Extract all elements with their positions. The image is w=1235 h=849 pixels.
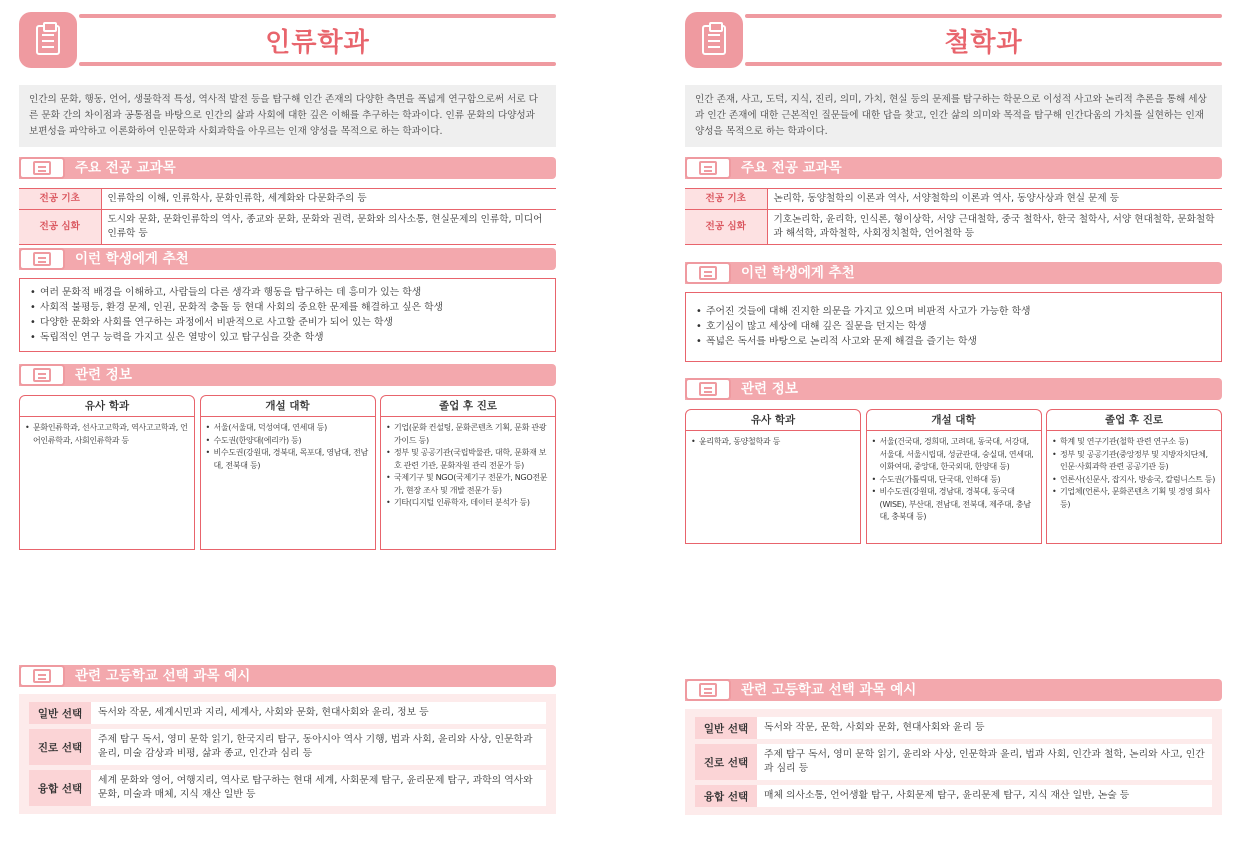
list-item: • 정부 및 공공기관(국립박물관, 대학, 문화재 보호 관련 기관, 문화자원 관리 전문가 등) bbox=[386, 447, 550, 472]
info-careers: 졸업 후 진로 • 학계 및 연구기관(철학 관련 연구소 등) • 정부 및 공공기관(중앙정부 및 지방자치단체, 인문·사회과학 관련 공공기관 등) • 언론사(신문사, 잡지사, 방송국, 칼럼니스트 등) • 기업체(언론사, 문화콘텐츠 기획 및 경영 회사 등) bbox=[1046, 409, 1222, 544]
clipboard-icon bbox=[19, 12, 77, 68]
title-banner bbox=[19, 12, 556, 68]
folder-icon bbox=[685, 262, 731, 284]
chart-icon bbox=[19, 364, 65, 386]
info-universities: 개설 대학 • 서울(서울대, 덕성여대, 연세대 등) • 수도권(한양대(에리카) 등) • 비수도권(강원대, 경북대, 목포대, 영남대, 전남대, 전북대 등) bbox=[200, 395, 376, 550]
section-header-subjects: 주요 전공 교과목 bbox=[19, 157, 556, 179]
table-row: 진로 선택 주제 탐구 독서, 영미 문학 읽기, 한국지리 탐구, 동아시아 역사 기행, 법과 사회, 윤리와 사상, 인문학과 윤리, 미술 감상과 비평, 삶과 종교, 인간과 심리 등 bbox=[29, 729, 546, 765]
intro-text: 인간의 문화, 행동, 언어, 생물학적 특성, 역사적 발전 등을 탐구해 인간 존재의 다양한 측면을 폭넓게 연구함으로써 서로 다른 문화 간의 차이점과 공통점을 바탕으로 인간의 삶과 사회에 대한 깊은 이해를 추구하는 학과이다. 인류 문화의 다양성과 보편성을 파악하고 이론화하여 인문학과 사회과학을 아우르는 인재 양성을 목적으로 하는 학과이다. bbox=[19, 85, 556, 147]
list-item: • 문화인류학과, 선사고고학과, 역사고고학과, 언어인류학과, 사회인류학과 등 bbox=[25, 422, 189, 447]
list-item: • 비수도권(강원대, 경북대, 목포대, 영남대, 전남대, 전북대 등) bbox=[206, 447, 370, 472]
list-item: • 수도권(한양대(에리카) 등) bbox=[206, 435, 370, 448]
highschool-subjects bbox=[19, 694, 556, 814]
list-item: • 여러 문화적 배경을 이해하고, 사람들의 다른 생각과 행동을 탐구하는 데 흥미가 있는 학생 bbox=[30, 285, 545, 300]
section-header-info: 관련 정보 bbox=[685, 378, 1222, 400]
subjects-table bbox=[19, 188, 556, 245]
section-header-subjects: 주요 전공 교과목 bbox=[685, 157, 1222, 179]
list-item: • 학계 및 연구기관(철학 관련 연구소 등) bbox=[1052, 436, 1216, 449]
info-columns bbox=[685, 409, 1222, 544]
table-row: 진로 선택 주제 탐구 독서, 영미 문학 읽기, 윤리와 사상, 인문학과 윤리, 법과 사회, 인간과 철학, 논리와 사고, 인간과 심리 등 bbox=[695, 744, 1212, 780]
subjects-table bbox=[685, 188, 1222, 245]
info-columns bbox=[19, 395, 556, 550]
table-row: 전공 기초 논리학, 동양철학의 이론과 역사, 서양철학의 이론과 역사, 동양사상과 현실 문제 등 bbox=[685, 189, 1222, 210]
folder-icon bbox=[19, 248, 65, 270]
list-item: • 호기심이 많고 세상에 대해 깊은 질문을 던지는 학생 bbox=[696, 319, 1211, 334]
table-row: 융합 선택 매체 의사소통, 언어생활 탐구, 사회문제 탐구, 윤리문제 탐구, 지식 재산 일반, 논술 등 bbox=[695, 785, 1212, 807]
section-header-highschool: 관련 고등학교 선택 과목 예시 bbox=[685, 679, 1222, 701]
info-similar: 유사 학과 • 문화인류학과, 선사고고학과, 역사고고학과, 언어인류학과, 사회인류학과 등 bbox=[19, 395, 195, 550]
info-careers: 졸업 후 진로 • 기업(문화 컨설팅, 문화콘텐츠 기획, 문화 관광 가이드 등) • 정부 및 공공기관(국립박물관, 대학, 문화재 보호 관련 기관, 문화자원 관리 전문가 등) • 국제기구 및 NGO(국제기구 전문가, NGO전문가, 현장 조사 및 개발 전문가 등) • 기타(디지털 인류학자, 데이터 분석가 등) bbox=[380, 395, 556, 550]
notepad-icon bbox=[19, 157, 65, 179]
page-title: 인류학과 bbox=[265, 27, 370, 58]
info-universities: 개설 대학 • 서울(건국대, 경희대, 고려대, 동국대, 서강대, 서울대, 서울시립대, 성균관대, 숭실대, 연세대, 이화여대, 중앙대, 한국외대, 한양대 등) • 수도권(가톨릭대, 단국대, 인하대 등) • 비수도권(강원대, 경남대, 경북대, 동국대(WISE), 부산대, 전남대, 전북대, 제주대, 충남대, 충북대 등) bbox=[866, 409, 1042, 544]
list-item: • 폭넓은 독서를 바탕으로 논리적 사고와 문제 해결을 즐기는 학생 bbox=[696, 334, 1211, 349]
recommend-list bbox=[685, 292, 1222, 362]
table-row: 융합 선택 세계 문화와 영어, 여행지리, 역사로 탐구하는 현대 세계, 사회문제 탐구, 윤리문제 탐구, 과학의 역사와 문화, 미술과 매체, 지식 재산 일반 등 bbox=[29, 770, 546, 806]
table-row: 일반 선택 독서와 작문, 세계시민과 지리, 세계사, 사회와 문화, 현대사회와 윤리, 정보 등 bbox=[29, 702, 546, 724]
section-header-recommend: 이런 학생에게 추천 bbox=[19, 248, 556, 270]
notepad-icon bbox=[685, 157, 731, 179]
list-item: • 기업체(언론사, 문화콘텐츠 기획 및 경영 회사 등) bbox=[1052, 486, 1216, 511]
highschool-subjects bbox=[685, 709, 1222, 815]
intro-text: 인간 존재, 사고, 도덕, 지식, 진리, 의미, 가치, 현실 등의 문제를 탐구하는 학문으로 이성적 사고와 논리적 추론을 통해 세상과 인간 존재에 대한 근본적인 질문들에 대한 답을 찾고, 인간 삶의 의미와 목적을 탐구해 인간다움의 가치를 실현하는 인재 양성을 목적으로 하는 학과이다. bbox=[685, 85, 1222, 147]
list-item: • 기업(문화 컨설팅, 문화콘텐츠 기획, 문화 관광 가이드 등) bbox=[386, 422, 550, 447]
list-item: • 언론사(신문사, 잡지사, 방송국, 칼럼니스트 등) bbox=[1052, 474, 1216, 487]
list-item: • 다양한 문화와 사회를 연구하는 과정에서 비판적으로 사고할 준비가 되어 있는 학생 bbox=[30, 315, 545, 330]
anthropology-page bbox=[19, 0, 556, 849]
clipboard-icon bbox=[685, 12, 743, 68]
page-title: 철학과 bbox=[944, 27, 1023, 58]
list-item: • 윤리학과, 동양철학과 등 bbox=[691, 436, 855, 449]
list-item: • 사회적 불평등, 환경 문제, 인권, 문화적 충돌 등 현대 사회의 중요한 문제를 해결하고 싶은 학생 bbox=[30, 300, 545, 315]
list-item: • 서울(건국대, 경희대, 고려대, 동국대, 서강대, 서울대, 서울시립대, 성균관대, 숭실대, 연세대, 이화여대, 중앙대, 한국외대, 한양대 등) bbox=[872, 436, 1036, 474]
chart-icon bbox=[685, 378, 731, 400]
section-header-info: 관련 정보 bbox=[19, 364, 556, 386]
table-row: 전공 기초 인류학의 이해, 인류학사, 문화인류학, 세계화와 다문화주의 등 bbox=[19, 189, 556, 210]
table-row: 전공 심화 기호논리학, 윤리학, 인식론, 형이상학, 서양 근대철학, 중국 철학사, 한국 철학사, 서양 현대철학, 문화철학과 해석학, 과학철학, 사회정치철학, 언어철학 등 bbox=[685, 210, 1222, 245]
title-banner bbox=[685, 12, 1222, 68]
list-item: • 국제기구 및 NGO(국제기구 전문가, NGO전문가, 현장 조사 및 개발 전문가 등) bbox=[386, 472, 550, 497]
list-item: • 독립적인 연구 능력을 가지고 싶은 열망이 있고 탐구심을 갖춘 학생 bbox=[30, 330, 545, 345]
section-header-highschool: 관련 고등학교 선택 과목 예시 bbox=[19, 665, 556, 687]
philosophy-page bbox=[685, 0, 1222, 849]
list-item: • 서울(서울대, 덕성여대, 연세대 등) bbox=[206, 422, 370, 435]
book-icon bbox=[19, 665, 65, 687]
info-similar: 유사 학과 • 윤리학과, 동양철학과 등 bbox=[685, 409, 861, 544]
list-item: • 수도권(가톨릭대, 단국대, 인하대 등) bbox=[872, 474, 1036, 487]
section-header-recommend: 이런 학생에게 추천 bbox=[685, 262, 1222, 284]
list-item: • 주어진 것들에 대해 진지한 의문을 가지고 있으며 비판적 사고가 가능한 학생 bbox=[696, 304, 1211, 319]
list-item: • 기타(디지털 인류학자, 데이터 분석가 등) bbox=[386, 497, 550, 510]
list-item: • 비수도권(강원대, 경남대, 경북대, 동국대(WISE), 부산대, 전남대, 전북대, 제주대, 충남대, 충북대 등) bbox=[872, 486, 1036, 524]
book-icon bbox=[685, 679, 731, 701]
recommend-list bbox=[19, 278, 556, 352]
table-row: 일반 선택 독서와 작문, 문학, 사회와 문화, 현대사회와 윤리 등 bbox=[695, 717, 1212, 739]
list-item: • 정부 및 공공기관(중앙정부 및 지방자치단체, 인문·사회과학 관련 공공기관 등) bbox=[1052, 449, 1216, 474]
table-row: 전공 심화 도시와 문화, 문화인류학의 역사, 종교와 문화, 문화와 권력, 문화와 의사소통, 현실문제의 인류학, 미디어 인류학 등 bbox=[19, 210, 556, 245]
